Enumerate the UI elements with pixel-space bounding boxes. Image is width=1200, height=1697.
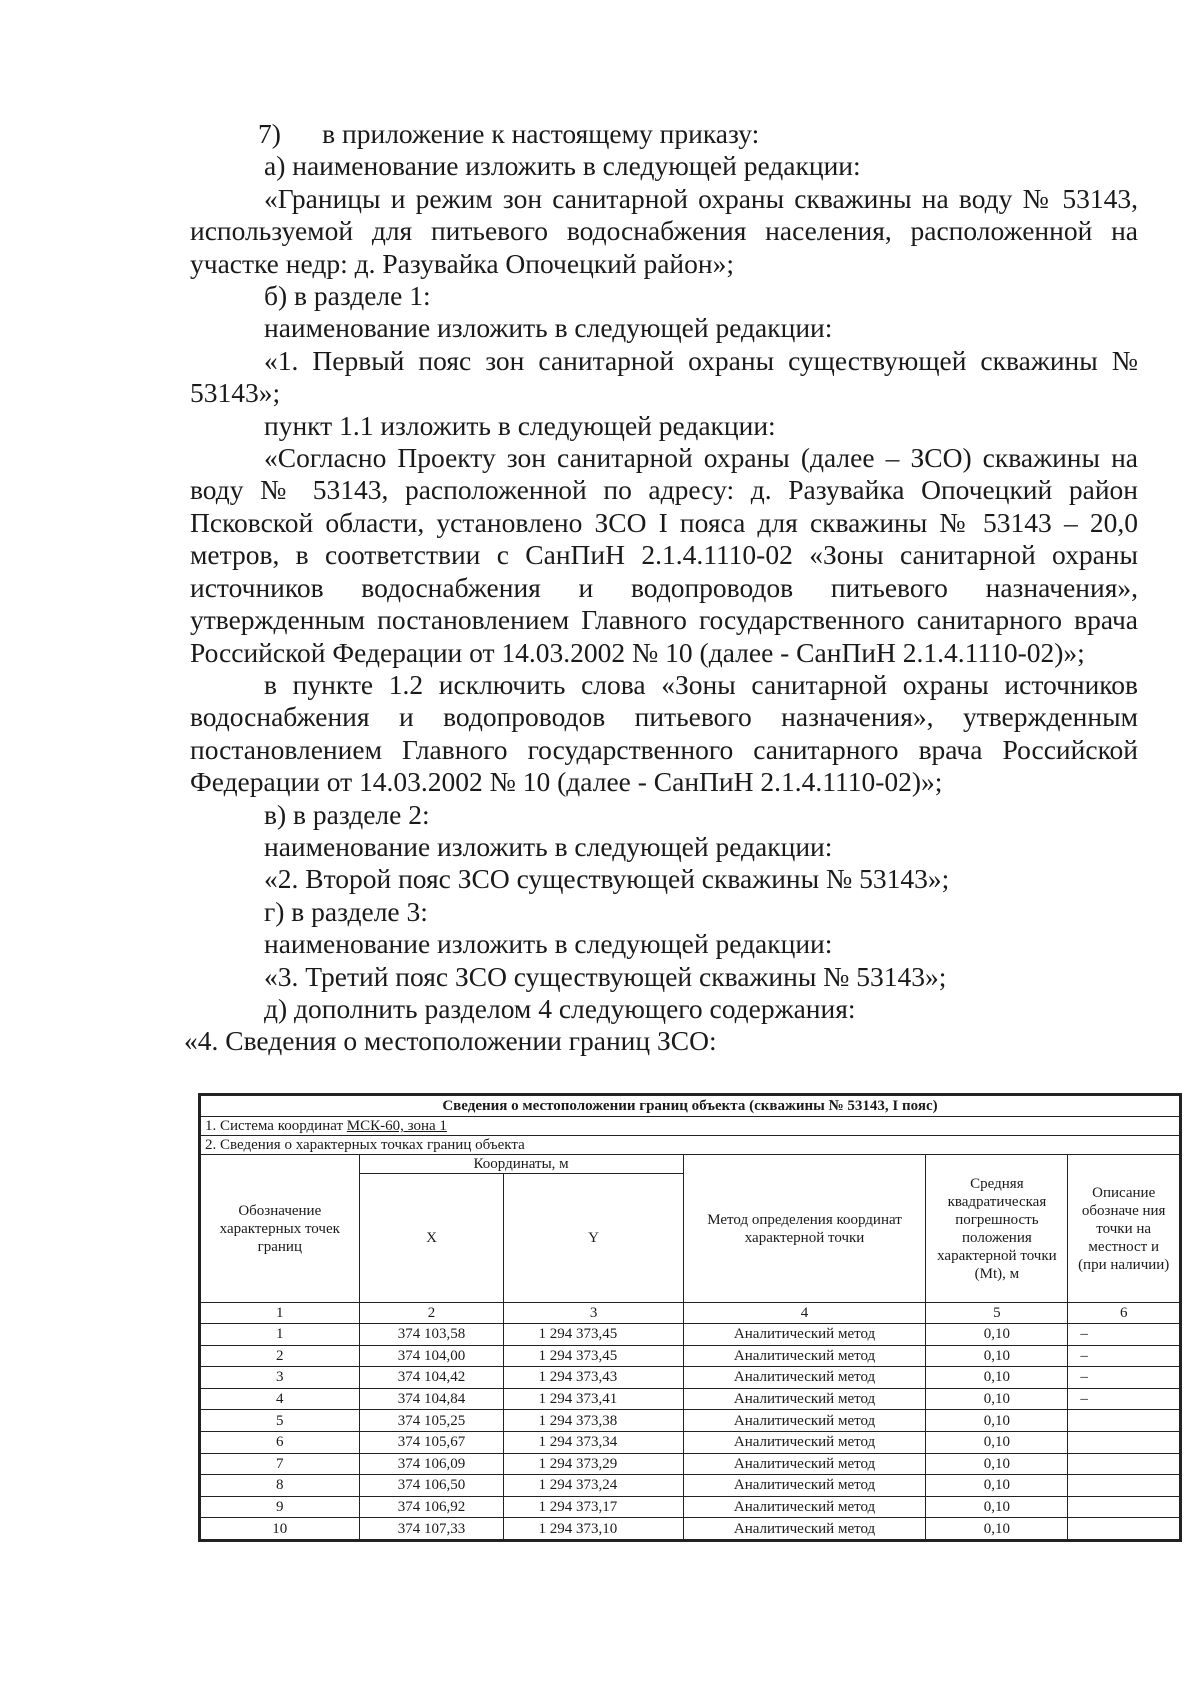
cell-x: 374 104,42 — [359, 1367, 504, 1389]
cell-x: 374 106,50 — [359, 1475, 504, 1497]
paragraph-subitem-g: г) в разделе 3: — [264, 895, 428, 927]
cell-point-number: 2 — [201, 1345, 360, 1367]
paragraph-quote-section-2: «2. Второй пояс ЗСО существующей скважины № 53143»; — [264, 863, 950, 895]
cell-description — [1068, 1453, 1180, 1475]
column-number: 6 — [1068, 1303, 1180, 1324]
section-row — [201, 1136, 1180, 1155]
cell-description — [1068, 1496, 1180, 1518]
cell-method: Аналитический метод — [683, 1496, 926, 1518]
cell-method: Аналитический метод — [683, 1431, 926, 1453]
paragraph-quote-title: «Границы и режим зон санитарной охраны скважины на воду № 53143, используемой для питьевого водоснабжения населения, расположенной на участке недр: д. Разувайка Опочецкий район»; — [190, 182, 1138, 279]
cell-point-number: 5 — [201, 1410, 360, 1432]
cell-method: Аналитический метод — [683, 1453, 926, 1475]
cell-x: 374 105,25 — [359, 1410, 504, 1432]
column-number: 4 — [683, 1303, 926, 1324]
paragraph-subitem-d: д) дополнить разделом 4 следующего содержания: — [264, 992, 856, 1024]
cell-description — [1068, 1431, 1180, 1453]
document-body — [184, 118, 1138, 1058]
cell-description: – — [1068, 1388, 1180, 1410]
cell-description: – — [1068, 1367, 1180, 1389]
column-number: 3 — [504, 1303, 683, 1324]
paragraph-quote-section-1: «1. Первый пояс зон санитарной охраны существующей скважины № 53143»; — [190, 344, 1138, 409]
cell-method: Аналитический метод — [683, 1324, 926, 1346]
coord-system-label: 1. Система координат — [205, 1118, 347, 1134]
cell-rmse: 0,10 — [926, 1496, 1068, 1518]
header-description: Описание обозначе ния точки на местност и (при наличии) — [1068, 1155, 1180, 1303]
paragraph-subitem-a: а) наименование изложить в следующей редакции: — [264, 150, 861, 182]
cell-point-number: 10 — [201, 1518, 360, 1540]
cell-y: 1 294 373,45 — [504, 1345, 683, 1367]
coord-system-value: МСК-60, зона 1 — [346, 1118, 447, 1134]
cell-rmse: 0,10 — [926, 1518, 1068, 1540]
cell-rmse: 0,10 — [926, 1453, 1068, 1475]
cell-y: 1 294 373,10 — [504, 1518, 683, 1540]
coord-system-cell — [201, 1117, 1180, 1136]
cell-y: 1 294 373,38 — [504, 1410, 683, 1432]
cell-method: Аналитический метод — [683, 1410, 926, 1432]
cell-rmse: 0,10 — [926, 1367, 1068, 1389]
cell-rmse: 0,10 — [926, 1475, 1068, 1497]
cell-description: – — [1068, 1324, 1180, 1346]
cell-point-number: 4 — [201, 1388, 360, 1410]
boundary-table-frame — [198, 1093, 1182, 1542]
cell-rmse: 0,10 — [926, 1410, 1068, 1432]
header-x: X — [359, 1174, 504, 1303]
table-title: Сведения о местоположении границ объекта (скважины № 53143, I пояс) — [201, 1096, 1180, 1117]
paragraph-quote-item-1-1: «Согласно Проекту зон санитарной охраны (далее – ЗСО) скважины на воду № 53143, расположенной по адресу: д. Разувайка Опочецкий район Псковской области, установлено ЗСО I пояса для скважины № 53143 – 20,0 метров, в соответствии с СанПиН 2.1.4.1110-02 «Зоны санитарной охраны источников водоснабжения и водопроводов питьевого назначения», утвержденным постановлением Главного государственного санитарного врача Российской Федерации от 14.03.2002 № 10 (далее - СанПиН 2.1.4.1110-02)»; — [190, 442, 1138, 668]
table-row — [201, 1410, 1180, 1432]
cell-method: Аналитический метод — [683, 1345, 926, 1367]
table-row — [201, 1475, 1180, 1497]
cell-x: 374 103,58 — [359, 1324, 504, 1346]
header-rmse: Средняя квадратическая погрешность положения характерной точки (Mt), м — [926, 1155, 1068, 1303]
cell-method: Аналитический метод — [683, 1388, 926, 1410]
paragraph-subitem-v: в) в разделе 2: — [264, 798, 430, 830]
cell-x: 374 107,33 — [359, 1518, 504, 1540]
cell-description — [1068, 1518, 1180, 1540]
column-number: 5 — [926, 1303, 1068, 1324]
cell-method: Аналитический метод — [683, 1475, 926, 1497]
cell-point-number: 1 — [201, 1324, 360, 1346]
cell-y: 1 294 373,29 — [504, 1453, 683, 1475]
paragraph-subitem-b: б) в разделе 1: — [264, 280, 431, 312]
table-row — [201, 1324, 1180, 1346]
paragraph-item-1-2: в пункте 1.2 исключить слова «Зоны санитарной охраны источников водоснабжения и водопроводов питьевого назначения», утвержденным постановлением Главного государственного санитарного врача Российской Федерации от 14.03.2002 № 10 (далее - СанПиН 2.1.4.1110-02)»; — [190, 668, 1138, 798]
cell-point-number: 3 — [201, 1367, 360, 1389]
paragraph-quote-section-3: «3. Третий пояс ЗСО существующей скважины № 53143»; — [264, 960, 947, 992]
column-number-row — [201, 1303, 1180, 1324]
cell-point-number: 7 — [201, 1453, 360, 1475]
section-label: 2. Сведения о характерных точках границ объекта — [201, 1136, 1180, 1155]
header-y: Y — [504, 1174, 683, 1303]
cell-method: Аналитический метод — [683, 1367, 926, 1389]
cell-x: 374 105,67 — [359, 1431, 504, 1453]
cell-y: 1 294 373,34 — [504, 1431, 683, 1453]
cell-description: – — [1068, 1345, 1180, 1367]
table-section-heading: «4. Сведения о местоположении границ ЗСО: — [184, 1025, 717, 1057]
header-method: Метод определения координат характерной точки — [683, 1155, 926, 1303]
cell-y: 1 294 373,45 — [504, 1324, 683, 1346]
table-row — [201, 1431, 1180, 1453]
cell-rmse: 0,10 — [926, 1324, 1068, 1346]
paragraph-name-change: наименование изложить в следующей редакции: — [264, 312, 833, 344]
cell-point-number: 6 — [201, 1431, 360, 1453]
paragraph-name-change: наименование изложить в следующей редакции: — [264, 928, 833, 960]
cell-point-number: 8 — [201, 1475, 360, 1497]
column-number: 2 — [359, 1303, 504, 1324]
cell-y: 1 294 373,41 — [504, 1388, 683, 1410]
cell-x: 374 104,00 — [359, 1345, 504, 1367]
cell-rmse: 0,10 — [926, 1431, 1068, 1453]
paragraph-item-1-1: пункт 1.1 изложить в следующей редакции: — [264, 409, 776, 441]
table-title-row — [201, 1096, 1180, 1117]
cell-x: 374 104,84 — [359, 1388, 504, 1410]
table-row — [201, 1388, 1180, 1410]
coord-system-row — [201, 1117, 1180, 1136]
cell-description — [1068, 1410, 1180, 1432]
cell-description — [1068, 1475, 1180, 1497]
cell-x: 374 106,09 — [359, 1453, 504, 1475]
header-coordinates: Координаты, м — [359, 1155, 683, 1174]
cell-y: 1 294 373,17 — [504, 1496, 683, 1518]
cell-rmse: 0,10 — [926, 1345, 1068, 1367]
table-row — [201, 1453, 1180, 1475]
paragraph-item-7: 7) в приложение к настоящему приказу: — [258, 118, 760, 149]
table-row — [201, 1496, 1180, 1518]
table-row — [201, 1345, 1180, 1367]
table-row — [201, 1518, 1180, 1540]
header-row-top — [201, 1155, 1180, 1174]
cell-method: Аналитический метод — [683, 1518, 926, 1540]
table-row — [201, 1367, 1180, 1389]
boundary-points-table — [200, 1095, 1180, 1540]
cell-y: 1 294 373,24 — [504, 1475, 683, 1497]
cell-x: 374 106,92 — [359, 1496, 504, 1518]
cell-y: 1 294 373,43 — [504, 1367, 683, 1389]
paragraph-name-change: наименование изложить в следующей редакции: — [264, 830, 833, 862]
cell-rmse: 0,10 — [926, 1388, 1068, 1410]
column-number: 1 — [201, 1303, 360, 1324]
cell-point-number: 9 — [201, 1496, 360, 1518]
header-point-designation: Обозначение характерных точек границ — [201, 1155, 360, 1303]
